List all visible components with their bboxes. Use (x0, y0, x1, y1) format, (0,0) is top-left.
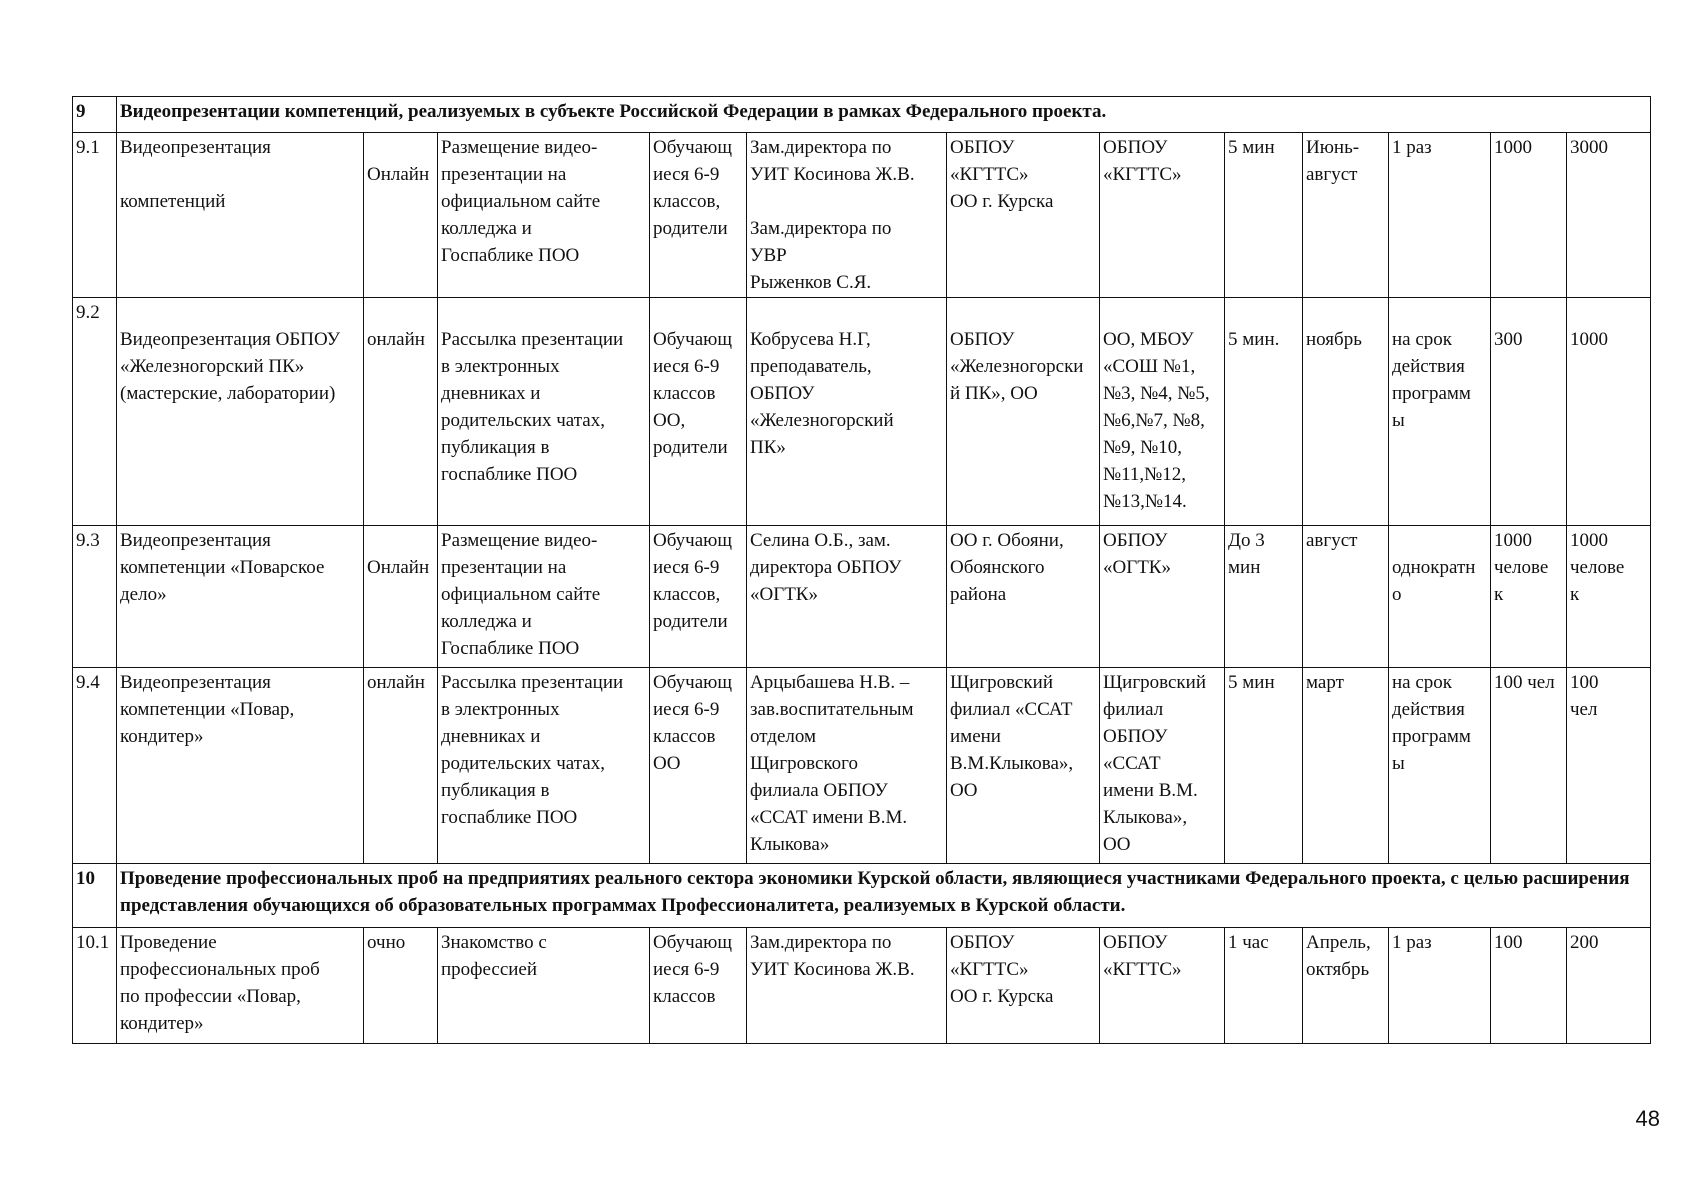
row-number: 9.4 (73, 668, 117, 864)
coverage-count: 1000 челове к (1567, 526, 1651, 668)
document-page (72, 96, 1651, 1044)
activity-format: онлайн (364, 668, 438, 864)
activity-name: Видеопрезентация компетенции «Повар, кондитер» (117, 668, 364, 864)
activity-description: Знакомство с профессией (438, 928, 650, 1044)
activity-format: Онлайн (364, 526, 438, 668)
participants-count: 300 (1491, 298, 1567, 526)
participants-count: 100 (1491, 928, 1567, 1044)
period: март (1303, 668, 1389, 864)
section-number: 10 (73, 864, 117, 928)
venue: ОБПОУ «КГТТС» (1100, 928, 1225, 1044)
period: ноябрь (1303, 298, 1389, 526)
responsible-person: Селина О.Б., зам. директора ОБПОУ «ОГТК» (747, 526, 947, 668)
activity-name: Видеопрезентация компетенций (117, 133, 364, 298)
row-number: 9.2 (73, 298, 117, 526)
table-row (73, 928, 1651, 1044)
table-row (73, 133, 1651, 298)
venue: Щигровский филиал ОБПОУ «ССАТ имени В.М. Клыкова», ОО (1100, 668, 1225, 864)
coverage-count: 100 чел (1567, 668, 1651, 864)
duration: До 3 мин (1225, 526, 1303, 668)
section-number: 9 (73, 97, 117, 133)
frequency: однократн о (1389, 526, 1491, 668)
target-audience: Обучающ иеся 6-9 классов (650, 928, 747, 1044)
row-number: 9.1 (73, 133, 117, 298)
page-number: 48 (1635, 1106, 1660, 1131)
duration: 1 час (1225, 928, 1303, 1044)
responsible-person: Кобрусева Н.Г, преподаватель, ОБПОУ «Железногорский ПК» (747, 298, 947, 526)
target-audience: Обучающ иеся 6-9 классов ОО (650, 668, 747, 864)
activity-description: Размещение видео- презентации на официальном сайте колледжа и Госпаблике ПОО (438, 526, 650, 668)
coverage-count: 3000 (1567, 133, 1651, 298)
period: Апрель, октябрь (1303, 928, 1389, 1044)
target-audience: Обучающ иеся 6-9 классов, родители (650, 526, 747, 668)
participants-count: 1000 (1491, 133, 1567, 298)
activity-name: Проведение профессиональных проб по профессии «Повар, кондитер» (117, 928, 364, 1044)
venue: ОБПОУ «ОГТК» (1100, 526, 1225, 668)
responsible-person: Арцыбашева Н.В. – зав.воспитательным отделом Щигровского филиала ОБПОУ «ССАТ имени В.М. Клыкова» (747, 668, 947, 864)
duration: 5 мин (1225, 133, 1303, 298)
activity-description: Рассылка презентации в электронных дневниках и родительских чатах, публикация в госпаблике ПОО (438, 298, 650, 526)
table-row (73, 298, 1651, 526)
organizer: ОБПОУ «КГТТС» ОО г. Курска (947, 928, 1100, 1044)
organizer: Щигровский филиал «ССАТ имени В.М.Клыкова», ОО (947, 668, 1100, 864)
organizer: ОБПОУ «Железногорски й ПК», ОО (947, 298, 1100, 526)
frequency: 1 раз (1389, 133, 1491, 298)
duration: 5 мин. (1225, 298, 1303, 526)
activity-format: Онлайн (364, 133, 438, 298)
table-row (73, 526, 1651, 668)
activity-name: Видеопрезентация ОБПОУ «Железногорский ПК» (мастерские, лаборатории) (117, 298, 364, 526)
coverage-count: 1000 (1567, 298, 1651, 526)
period: август (1303, 526, 1389, 668)
duration: 5 мин (1225, 668, 1303, 864)
period: Июнь- август (1303, 133, 1389, 298)
activity-name: Видеопрезентация компетенции «Поварское дело» (117, 526, 364, 668)
venue: ОО, МБОУ «СОШ №1, №3, №4, №5, №6,№7, №8, №9, №10, №11,№12, №13,№14. (1100, 298, 1225, 526)
activity-format: очно (364, 928, 438, 1044)
section-row-10 (73, 864, 1651, 928)
activity-description: Рассылка презентации в электронных дневниках и родительских чатах, публикация в госпаблике ПОО (438, 668, 650, 864)
participants-count: 100 чел (1491, 668, 1567, 864)
participants-count: 1000 челове к (1491, 526, 1567, 668)
frequency: 1 раз (1389, 928, 1491, 1044)
table-row (73, 668, 1651, 864)
activity-plan-table (72, 96, 1651, 1044)
row-number: 9.3 (73, 526, 117, 668)
frequency: на срок действия программ ы (1389, 298, 1491, 526)
target-audience: Обучающ иеся 6-9 классов ОО, родители (650, 298, 747, 526)
coverage-count: 200 (1567, 928, 1651, 1044)
organizer: ОО г. Обояни, Обоянского района (947, 526, 1100, 668)
section-title: Видеопрезентации компетенций, реализуемых в субъекте Российской Федерации в рамках Федерального проекта. (117, 97, 1651, 133)
responsible-person: Зам.директора по УИТ Косинова Ж.В. Зам.директора по УВР Рыженков С.Я. (747, 133, 947, 298)
venue: ОБПОУ «КГТТС» (1100, 133, 1225, 298)
row-number: 10.1 (73, 928, 117, 1044)
responsible-person: Зам.директора по УИТ Косинова Ж.В. (747, 928, 947, 1044)
frequency: на срок действия программ ы (1389, 668, 1491, 864)
section-row-9 (73, 97, 1651, 133)
organizer: ОБПОУ «КГТТС» ОО г. Курска (947, 133, 1100, 298)
target-audience: Обучающ иеся 6-9 классов, родители (650, 133, 747, 298)
section-title: Проведение профессиональных проб на предприятиях реального сектора экономики Курской области, являющиеся участниками Федерального проекта, с целью расширения представления обучающихся об образовательных программах Профессионалитета, реализуемых в Курской области. (117, 864, 1651, 928)
activity-format: онлайн (364, 298, 438, 526)
activity-description: Размещение видео- презентации на официальном сайте колледжа и Госпаблике ПОО (438, 133, 650, 298)
